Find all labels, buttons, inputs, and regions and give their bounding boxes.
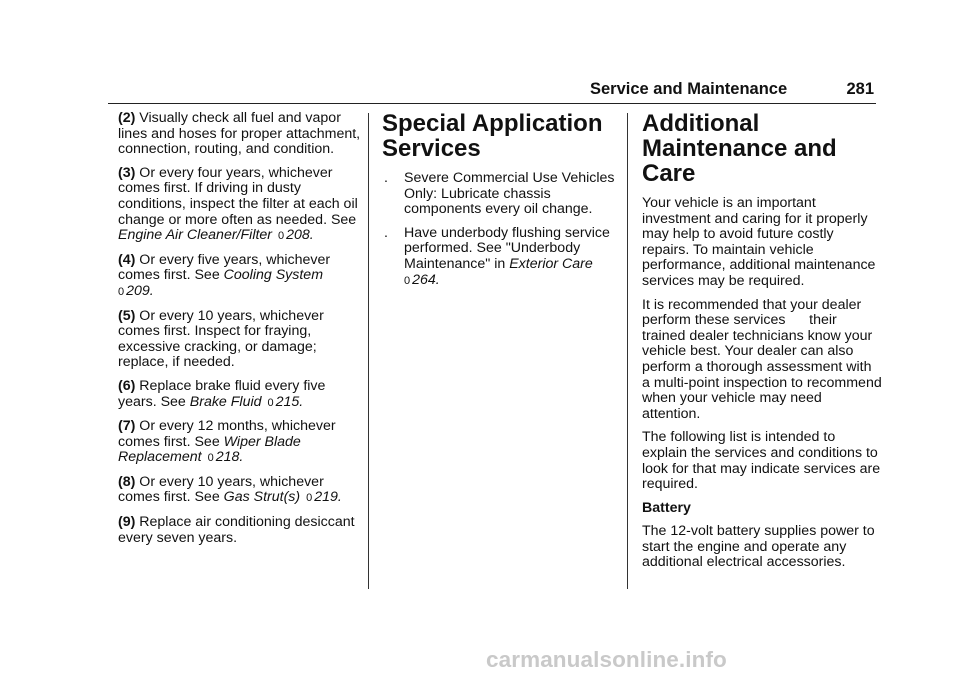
list-item-content [404, 226, 618, 289]
page-ref[interactable]: 209 [126, 282, 150, 299]
note-number: (8) [118, 473, 136, 490]
page-ref-arrow-icon: 0 [404, 274, 411, 287]
section-heading: Additional Maintenance and Care [642, 110, 837, 187]
period: . [309, 227, 314, 244]
column-3 [642, 110, 886, 579]
page-ref[interactable]: 208 [286, 227, 310, 244]
list-item-text: Severe Commercial Use Vehicles Only: Lubricate chassis components every oil change. [404, 170, 615, 218]
note-2 [118, 111, 362, 158]
page-ref[interactable]: 215 [275, 393, 300, 410]
period: . [435, 271, 440, 288]
note-4 [118, 253, 362, 301]
note-text: Visually check all fuel and vapor lines and hoses for proper attachment, connection, routing, and condition. [118, 110, 361, 158]
column-divider-2 [627, 113, 628, 589]
watermark: carmanualsonline.info [486, 647, 727, 672]
note-number: (6) [118, 377, 136, 394]
cross-reference-link[interactable]: Gas Strut(s) [223, 489, 301, 506]
paragraph: It is recommended that your dealer perform these services their trained dealer technicians know your vehicle best. Your dealer can also perform a thorough assessment with a multi-point inspection to recommend when your vehicle may need attention. [642, 296, 886, 422]
note-number: (4) [118, 251, 136, 268]
header-rule [108, 103, 876, 104]
page-ref-arrow-icon: 0 [118, 285, 125, 298]
paragraph: The 12-volt battery supplies power to start the engine and operate any additional electrical accessories. [642, 523, 875, 571]
column-1 [118, 111, 362, 554]
page-number: 281 [846, 80, 874, 98]
period: . [239, 449, 244, 466]
note-number: (2) [118, 110, 136, 126]
note-text: Or every four years, whichever comes first. If driving in dusty conditions, inspect the filter at each oil change or more often as needed. See [118, 164, 358, 228]
note-7 [118, 419, 362, 467]
bullet-marker: . [384, 224, 388, 241]
note-number: (9) [118, 514, 136, 531]
page-ref-arrow-icon: 0 [306, 492, 313, 505]
column-2 [382, 111, 618, 297]
note-text: Or every 10 years, whichever comes first. Inspect for fraying, excessive cracking, or damage; replace, if needed. [118, 307, 324, 371]
section-heading: Special Application Services [382, 110, 603, 162]
cross-reference-link[interactable]: Wiper Blade Replacement [118, 433, 301, 466]
page-ref-arrow-icon: 0 [267, 396, 274, 409]
cross-reference-link[interactable]: Cooling System [223, 267, 324, 284]
note-text: Or every five years, whichever comes first. See [118, 251, 331, 284]
subheading: Battery [642, 499, 691, 516]
column-divider-1 [368, 113, 369, 589]
note-text: Replace brake fluid every five years. See [118, 377, 326, 410]
cross-reference-link[interactable]: Engine Air Cleaner/Filter [118, 227, 273, 244]
note-text: Replace air conditioning desiccant every seven years. [118, 514, 355, 546]
period: . [149, 282, 154, 299]
period: . [299, 393, 304, 410]
note-text: Or every 10 years, whichever comes first. See [118, 473, 324, 506]
period: . [337, 489, 342, 506]
note-6 [118, 379, 362, 411]
list-item [382, 226, 618, 289]
page-ref[interactable]: 219 [314, 489, 338, 506]
cross-reference-link[interactable]: Brake Fluid [189, 393, 262, 410]
paragraph: Your vehicle is an important investment and caring for it properly may help to avoid future costly repairs. To maintain vehicle performance, additional maintenance services may be required. [642, 195, 876, 289]
note-9 [118, 515, 362, 546]
note-8 [118, 475, 362, 507]
page-header [590, 80, 874, 99]
list-item-text: Have underbody flushing service performed. See "Underbody Maintenance" in [404, 224, 610, 272]
page-ref-arrow-icon: 0 [207, 452, 214, 465]
list-item [382, 171, 618, 218]
note-number: (5) [118, 307, 136, 324]
section-title: Service and Maintenance [590, 80, 788, 98]
note-5 [118, 309, 362, 371]
page-ref[interactable]: 264 [412, 271, 436, 288]
page-ref[interactable]: 218 [215, 449, 240, 466]
bullet-marker: . [384, 170, 388, 186]
note-3 [118, 166, 362, 245]
note-number: (7) [118, 418, 136, 435]
cross-reference-link[interactable]: Exterior Care [509, 255, 593, 272]
note-number: (3) [118, 164, 136, 181]
page-ref-arrow-icon: 0 [277, 230, 285, 243]
note-text: Or every 12 months, whichever comes first. See [118, 418, 336, 450]
paragraph: The following list is intended to explain the services and conditions to look for that may indicate services are required. [642, 429, 881, 493]
